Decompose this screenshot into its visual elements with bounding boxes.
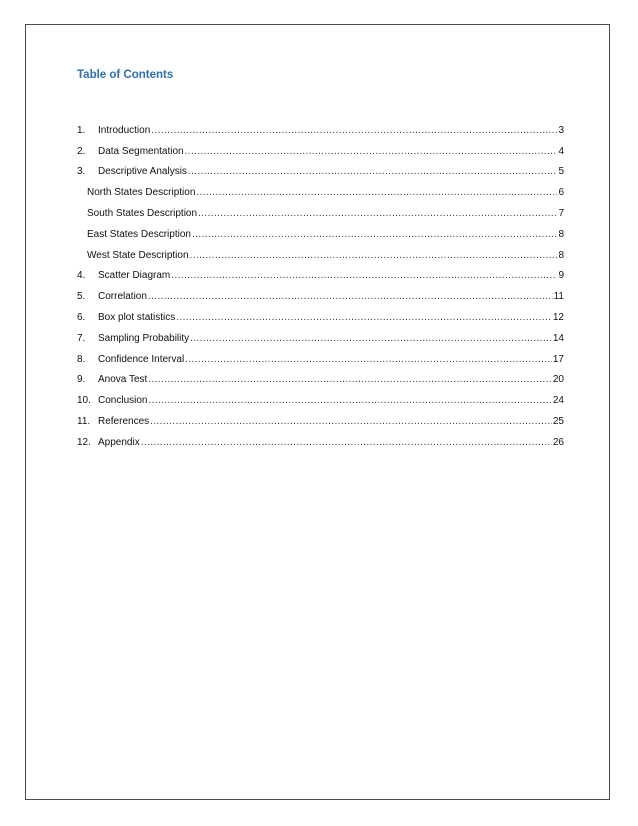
toc-entry-title: Scatter Diagram	[98, 270, 171, 282]
toc-dot-leader	[192, 228, 558, 240]
toc-entry-title: Correlation	[98, 291, 147, 303]
toc-entry[interactable]	[77, 281, 564, 302]
toc-entry-number: 4.	[77, 270, 86, 282]
toc-entry[interactable]	[77, 385, 564, 406]
toc-dot-leader	[198, 207, 557, 219]
toc-entry-page-number: 12	[552, 311, 564, 323]
toc-entry-page-number: 11	[553, 291, 564, 303]
toc-entry[interactable]	[77, 136, 564, 157]
toc-entry-title: Anova Test	[98, 374, 148, 386]
toc-entry[interactable]	[77, 198, 564, 219]
toc-entry[interactable]	[77, 302, 564, 323]
toc-entry-page-number: 26	[552, 436, 564, 448]
toc-entry-page-number: 7	[558, 207, 564, 219]
toc-entry-number: 2.	[77, 145, 86, 157]
toc-entry-number: 5.	[77, 291, 86, 303]
toc-dot-leader	[148, 394, 551, 406]
toc-entry-title: Box plot statistics	[98, 311, 176, 323]
toc-entry-number: 8.	[77, 353, 86, 365]
toc-entry[interactable]	[77, 344, 564, 365]
toc-entry-title: West State Description	[87, 249, 189, 261]
toc-dot-leader	[190, 249, 558, 261]
toc-list	[77, 115, 564, 448]
toc-entry[interactable]	[77, 406, 564, 427]
toc-dot-leader	[148, 373, 552, 385]
toc-dot-leader	[196, 186, 557, 198]
toc-entry[interactable]	[77, 219, 564, 240]
toc-dot-leader	[171, 269, 557, 281]
toc-entry[interactable]	[77, 157, 564, 178]
toc-entry-number: 7.	[77, 332, 86, 344]
toc-dot-leader	[185, 145, 558, 157]
toc-dot-leader	[148, 290, 553, 302]
toc-entry-title: Sampling Probability	[98, 332, 190, 344]
toc-entry-number: 10.	[77, 395, 91, 407]
toc-dot-leader	[185, 353, 552, 365]
toc-entry-title: References	[98, 415, 150, 427]
toc-entry-title: Confidence Interval	[98, 353, 185, 365]
toc-entry-title: Introduction	[98, 124, 151, 136]
toc-entry-page-number: 8	[558, 228, 564, 240]
toc-entry[interactable]	[77, 240, 564, 261]
toc-entry-title: Appendix	[98, 436, 140, 448]
toc-entry-page-number: 25	[552, 415, 564, 427]
toc-entry-page-number: 17	[552, 353, 564, 365]
toc-entry-page-number: 3	[558, 124, 564, 136]
toc-entry[interactable]	[77, 323, 564, 344]
toc-entry-title: Descriptive Analysis	[98, 166, 187, 178]
toc-dot-leader	[141, 436, 552, 448]
toc-entry-title: North States Description	[87, 187, 196, 199]
toc-entry[interactable]	[77, 365, 564, 386]
toc-entry-page-number: 6	[558, 187, 564, 199]
toc-entry-page-number: 8	[558, 249, 564, 261]
toc-dot-leader	[188, 165, 558, 177]
toc-entry-title: East States Description	[87, 228, 191, 240]
toc-entry-number: 11.	[77, 415, 91, 427]
toc-entry-title: South States Description	[87, 207, 198, 219]
toc-entry[interactable]	[77, 427, 564, 448]
toc-dot-leader	[190, 332, 552, 344]
toc-entry-number: 3.	[77, 166, 86, 178]
toc-entry-title: Conclusion	[98, 395, 148, 407]
toc-entry-number: 6.	[77, 311, 86, 323]
toc-entry-page-number: 4	[558, 145, 564, 157]
toc-entry-number: 9.	[77, 374, 86, 386]
toc-entry-number: 12.	[77, 436, 91, 448]
toc-entry-page-number: 14	[552, 332, 564, 344]
toc-dot-leader	[150, 415, 552, 427]
toc-entry[interactable]	[77, 261, 564, 282]
toc-entry-page-number: 9	[558, 270, 564, 282]
toc-title: Table of Contents	[77, 69, 174, 81]
toc-entry-title: Data Segmentation	[98, 145, 184, 157]
toc-entry-page-number: 20	[552, 374, 564, 386]
toc-entry-page-number: 24	[552, 395, 564, 407]
toc-entry[interactable]	[77, 115, 564, 136]
toc-dot-leader	[176, 311, 552, 323]
toc-dot-leader	[151, 124, 557, 136]
toc-entry[interactable]	[77, 177, 564, 198]
toc-entry-page-number: 5	[558, 166, 564, 178]
toc-entry-number: 1.	[77, 124, 86, 136]
